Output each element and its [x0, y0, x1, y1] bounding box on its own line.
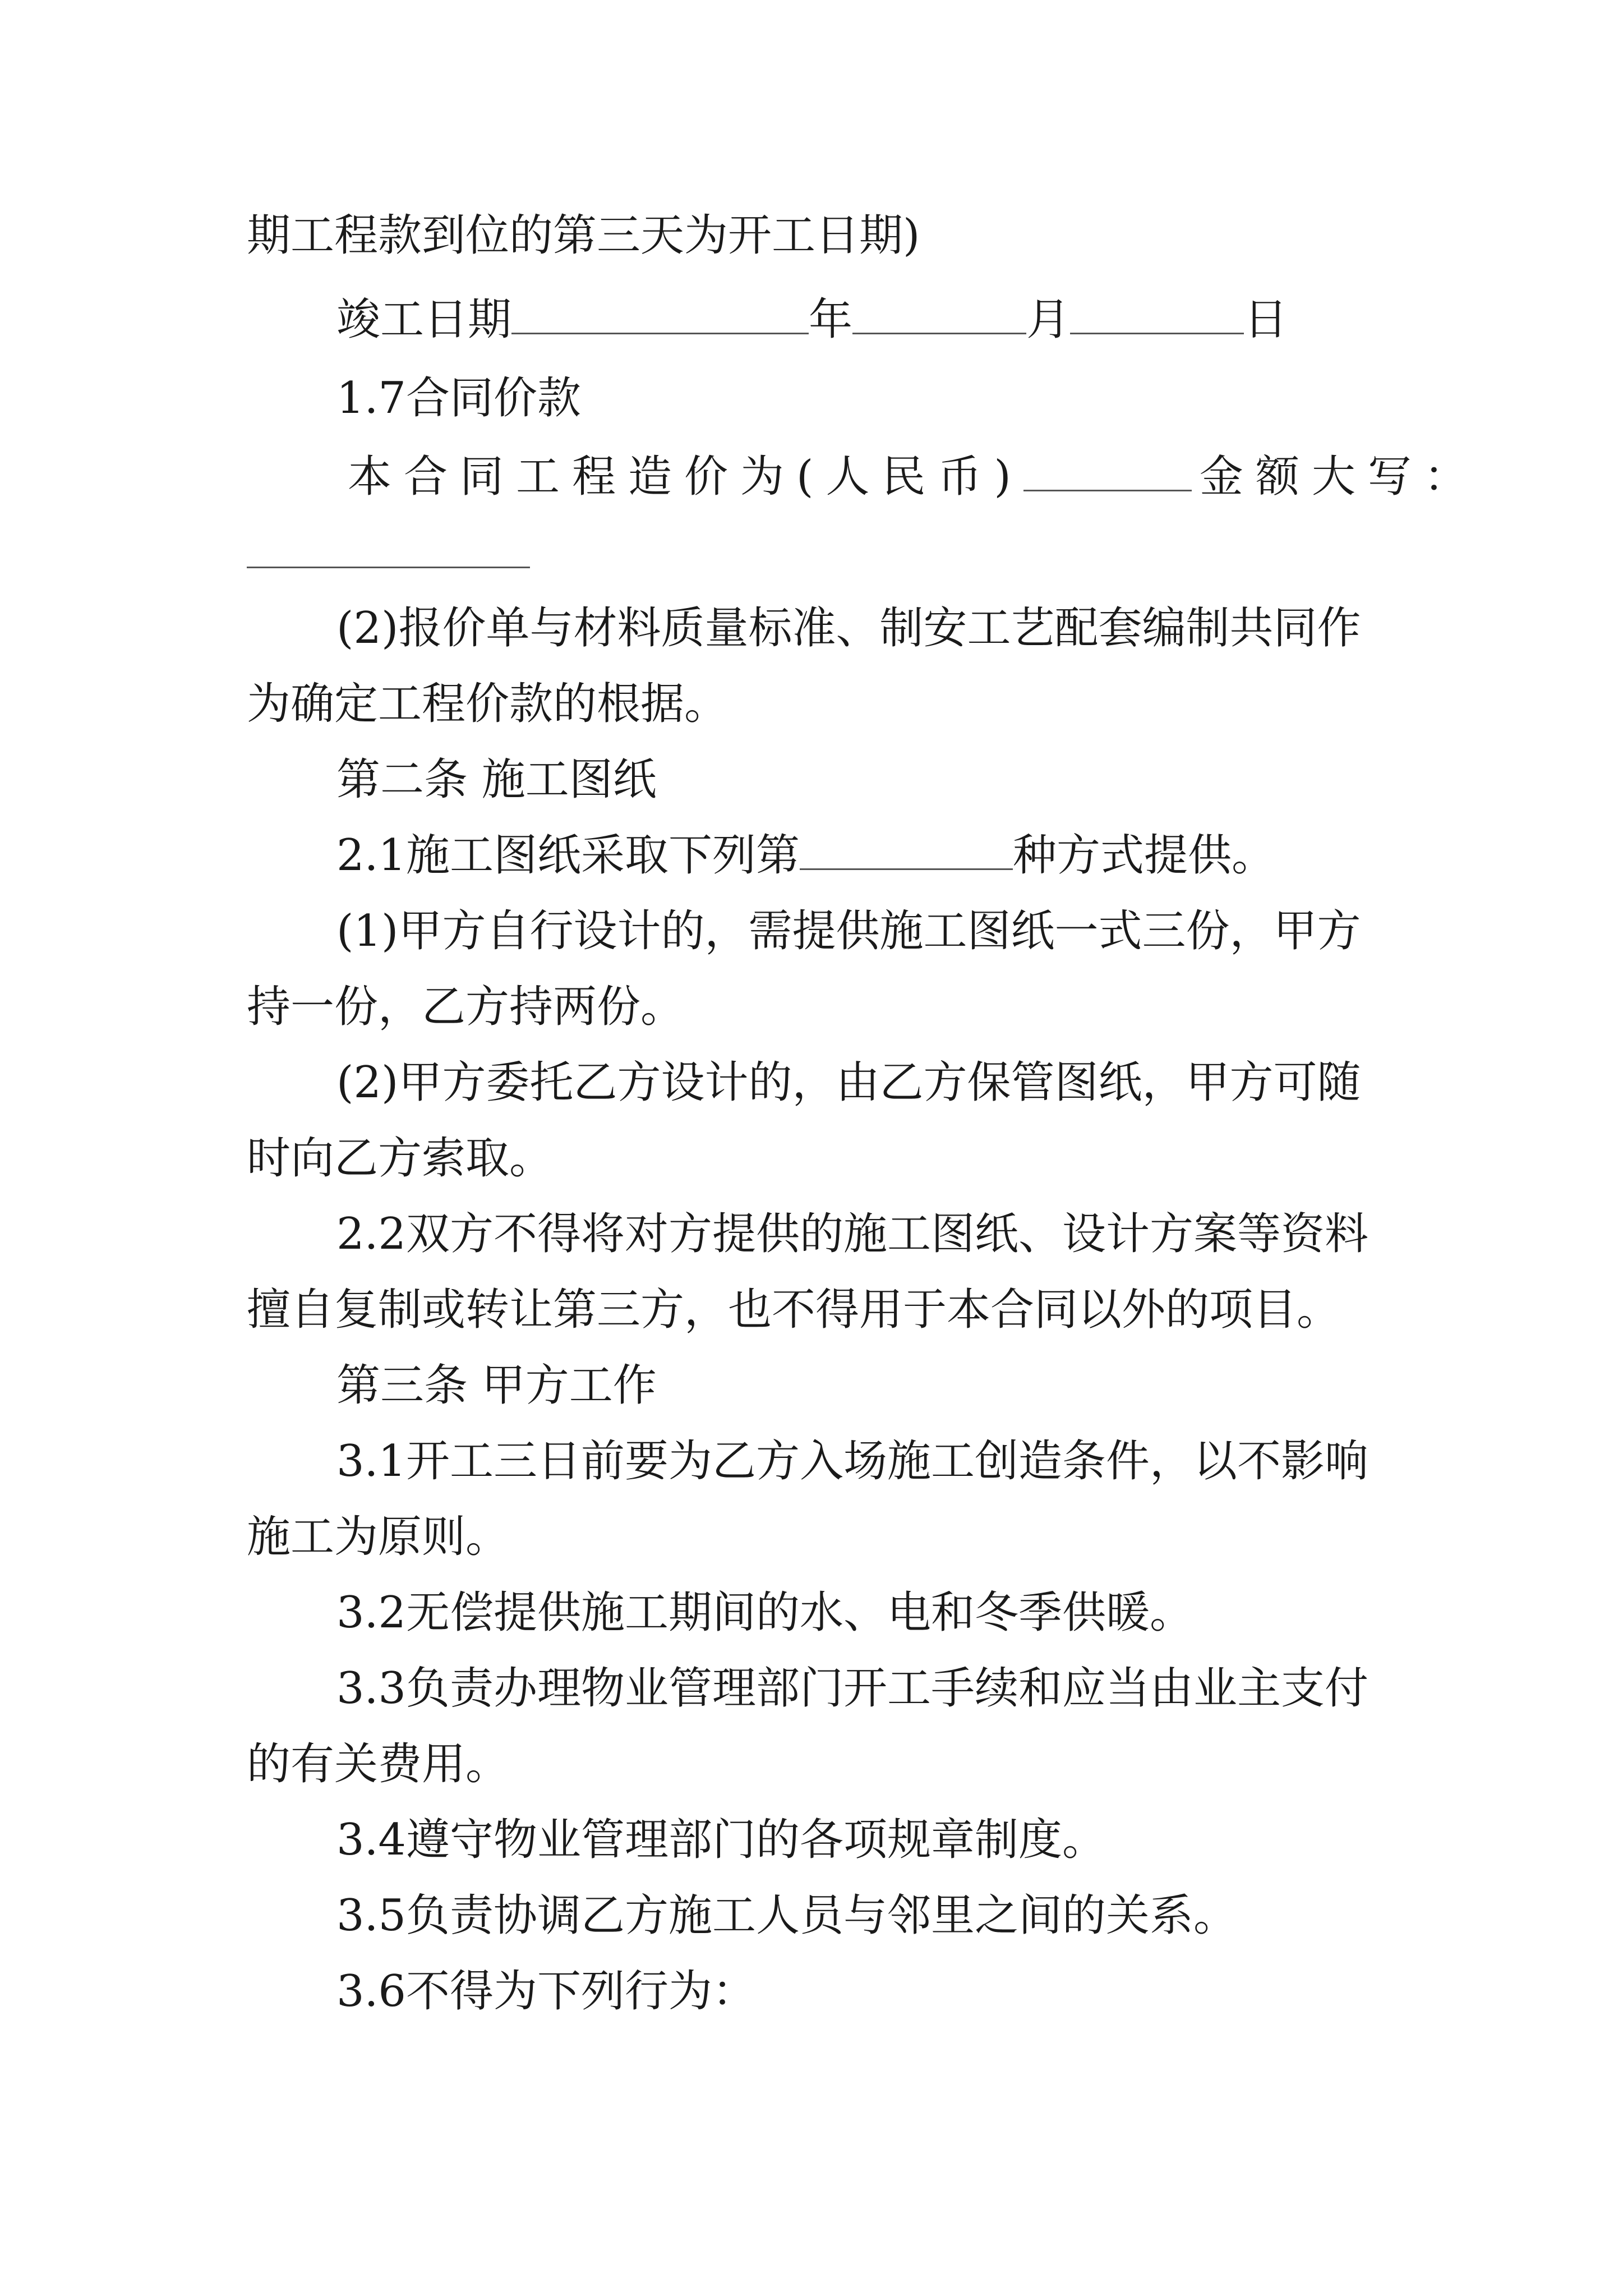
- drawing-method-line: [336, 827, 1275, 884]
- text-line: 2.2双方不得将对方提供的施工图纸、设计方案等资料: [336, 1209, 1369, 1259]
- completion-date-line: [336, 292, 1288, 348]
- article-heading: 第三条 甲方工作: [336, 1360, 657, 1411]
- article-heading: 第二条 施工图纸: [336, 754, 657, 805]
- text-line: 3.3负责办理物业管理部门开工手续和应当由业主支付: [336, 1663, 1369, 1714]
- text-line: 施工为原则。: [247, 1512, 510, 1562]
- month-blank[interactable]: [852, 292, 1026, 334]
- contract-price-line: [348, 449, 1480, 505]
- label: 年: [809, 295, 853, 345]
- text-line: 期工程款到位的第三天为开工日期): [247, 210, 920, 261]
- text-line: 3.4遵守物业管理部门的各项规章制度。: [336, 1815, 1106, 1865]
- label: 本合同工程造价为(人民币): [348, 452, 1023, 502]
- year-blank[interactable]: [511, 292, 809, 334]
- method-blank[interactable]: [800, 828, 1013, 870]
- text-line: 3.6不得为下列行为：: [336, 1966, 757, 2017]
- text-line: 持一份，乙方持两份。: [247, 982, 685, 1032]
- text-line: 3.1开工三日前要为乙方入场施工创造条件，以不影响: [336, 1436, 1369, 1487]
- text-line: (2)报价单与材料质量标准、制安工艺配套编制共同作: [336, 603, 1361, 654]
- label: 种方式提供。: [1013, 830, 1276, 881]
- text-line: (2)甲方委托乙方设计的，由乙方保管图纸，甲方可随: [336, 1057, 1361, 1108]
- label: 竣工日期: [336, 295, 512, 345]
- label: 金额大写：: [1199, 452, 1480, 502]
- text-line: 3.5负责协调乙方施工人员与邻里之间的关系。: [336, 1890, 1238, 1941]
- label: 日: [1244, 295, 1288, 345]
- amount-words-blank[interactable]: [247, 567, 530, 568]
- label: 月: [1026, 295, 1071, 345]
- text-line: 擅自复制或转让第三方，也不得用于本合同以外的项目。: [247, 1285, 1341, 1335]
- amount-blank[interactable]: [1023, 449, 1192, 491]
- section-heading: 1.7合同价款: [336, 373, 582, 424]
- day-blank[interactable]: [1070, 292, 1244, 334]
- text-line: 为确定工程价款的根据。: [247, 679, 728, 729]
- text-line: 的有关费用。: [247, 1739, 510, 1789]
- label: 2.1施工图纸采取下列第: [336, 830, 800, 881]
- text-line: (1)甲方自行设计的，需提供施工图纸一式三份，甲方: [336, 906, 1361, 956]
- text-line: 3.2无偿提供施工期间的水、电和冬季供暖。: [336, 1588, 1194, 1638]
- text-line: 时向乙方索取。: [247, 1133, 554, 1184]
